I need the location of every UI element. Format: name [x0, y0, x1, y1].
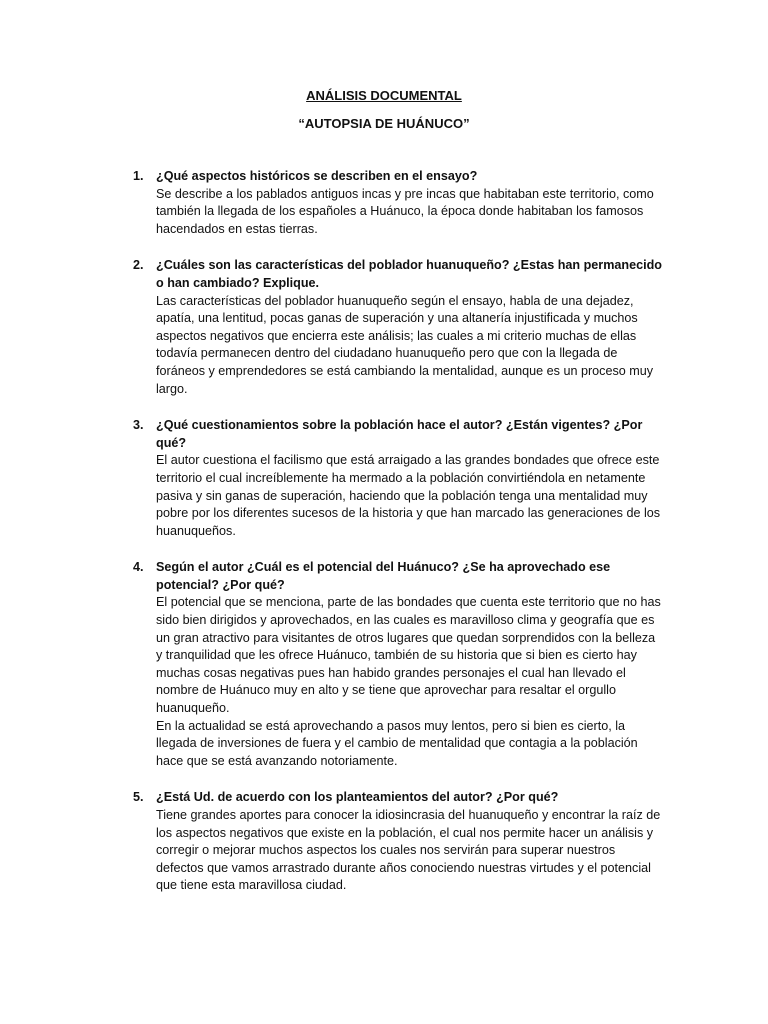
item-number: 4. — [133, 560, 144, 575]
question-text: ¿Está Ud. de acuerdo con los planteamientos del autor? ¿Por qué? — [156, 790, 559, 805]
answer-text: Se describe a los pablados antiguos incas y pre incas que habitaban este territorio, como también la llegada de los españoles a Huánuco, la época donde habitaban los famosos hacendados en estas tierras. — [156, 186, 654, 236]
answer-text: El autor cuestiona el facilismo que está arraigado a las grandes bondades que ofrece este territorio el cual increíblemente ha mermado a la población convirtiéndola en netamente pasiva y sin ganas de superación, haciendo que la población tenga una mentalidad muy pobre por los diferentes sucesos de la historia y que han marcado las generaciones de los huanuqueños. — [156, 453, 661, 538]
item-number: 5. — [133, 790, 144, 805]
question-text: ¿Qué cuestionamientos sobre la población hace el autor? ¿Están vigentes? ¿Por qué? — [156, 418, 643, 450]
list-item — [133, 168, 663, 238]
question-text: Según el autor ¿Cuál es el potencial del Huánuco? ¿Se ha aprovechado ese potencial? ¿Por qué? — [156, 560, 611, 592]
document-title: ANÁLISIS DOCUMENTAL — [306, 88, 462, 103]
document-subtitle: “AUTOPSIA DE HUÁNUCO” — [298, 116, 470, 131]
list-item — [133, 417, 663, 540]
item-number: 2. — [133, 258, 144, 273]
list-item — [133, 257, 663, 398]
question-text: ¿Qué aspectos históricos se describen en el ensayo? — [156, 169, 478, 183]
item-number: 1. — [133, 169, 144, 183]
list-item — [133, 559, 663, 770]
question-text: ¿Cuáles son las características del poblador huanuqueño? ¿Estas han permanecido o han cambiado? Explique. — [156, 258, 662, 290]
item-number: 3. — [133, 418, 144, 433]
answer-text: Tiene grandes aportes para conocer la idiosincrasia del huanuqueño y encontrar la raíz de los aspectos negativos que existe en la población, el cual nos permite hacer un análisis y corregir o mejorar muchos aspectos los cuales nos servirán para superar nuestros defectos que vamos arrastrado durante años conociendo nuestras virtudes y el potencial que tiene esta maravillosa ciudad. — [156, 808, 661, 893]
list-item — [133, 789, 663, 895]
answer-text: Las características del poblador huanuqueño según el ensayo, habla de una dejadez, apatía, una lentitud, pocas ganas de superación y una altanería injustificada y muchos aspectos negativos que encierra este análisis; las cuales a mi criterio muchas de ellas todavía permanecen dentro del ciudadano huanuqueño pero que con la llegada de foráneos y emprendedores se está cambiando la mentalidad, aunque es un proceso muy largo. — [156, 293, 654, 396]
question-list — [133, 168, 663, 914]
answer-text: El potencial que se menciona, parte de las bondades que cuenta este territorio que no has sido bien dirigidos y aprovechados, en las cuales es maravilloso clima y geografía que es un gran atractivo para visitantes de otros lugares que quedan sorprendidos con la belleza y tranquilidad que les ofrece Huánuco, también de su historia que si bien es cierto hay muchas cosas negativas pues han habido grandes personajes el cual han llevado el nombre de Huánuco muy en alto y se tiene que aprovechar para resaltar el orgullo huanuqueño. En la actualidad se está aprovechando a pasos muy lentos, pero si bien es cierto, la llegada de inversiones de fuera y el cambio de mentalidad que contagia a la población hace que se está avanzando notoriamente. — [156, 595, 661, 768]
